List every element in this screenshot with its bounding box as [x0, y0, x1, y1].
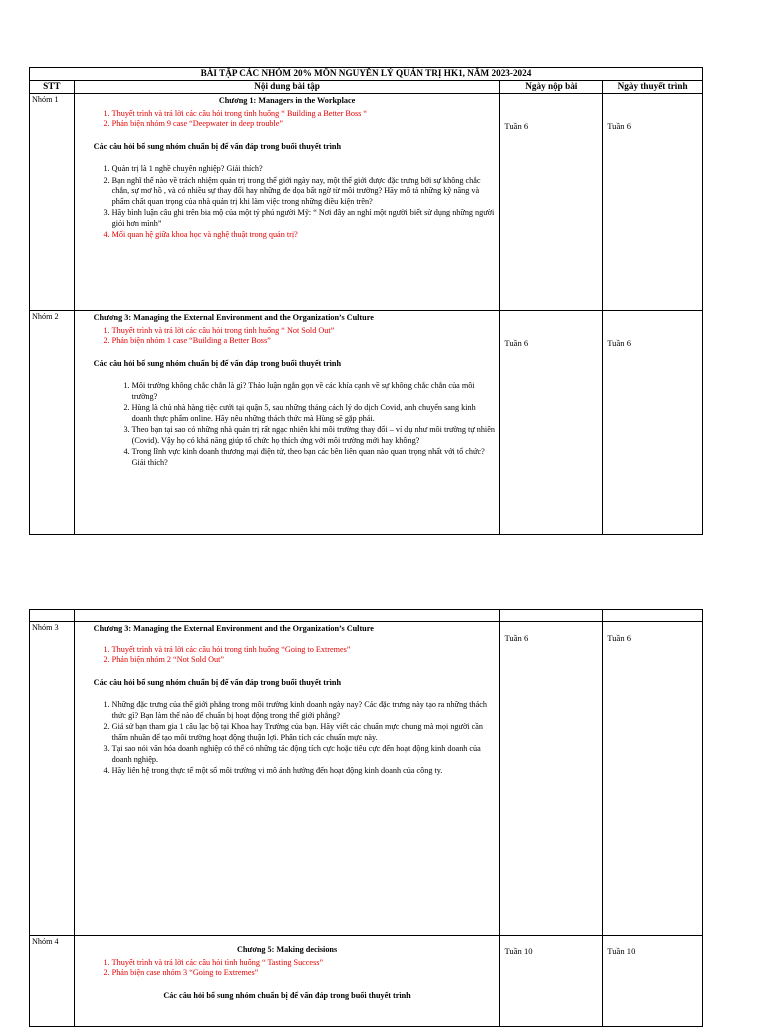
table-title: BÀI TẬP CÁC NHÓM 20% MÔN NGUYÊN LÝ QUẢN TRỊ HK1, NĂM 2023-2024 — [30, 68, 703, 81]
task-item: 1. Thuyết trình và trả lời các câu hỏi trong tình huống “Going to Extremes” — [112, 645, 497, 656]
task-item: 2. Phản biện nhóm 9 case “Deepwater in deep trouble” — [112, 119, 497, 130]
present-week: Tuần 10 — [603, 936, 703, 1027]
table-row-group-4 — [30, 936, 703, 1027]
present-week: Tuần 6 — [603, 311, 703, 535]
question-item: 2. Giả sử bạn tham gia 1 câu lạc bộ tại Khoa hay Trường của bạn. Hãy viết các chuẩn mực chung mà mọi người cần thấm nhuần để tạo môi trường hoạt động thuận lợi. Phân tích các chuẩn mực này. — [112, 722, 497, 743]
task-item: 2. Phản biện nhóm 1 case “Building a Better Boss” — [112, 336, 497, 347]
submit-week: Tuần 10 — [500, 936, 603, 1027]
group-content — [74, 936, 500, 1027]
header-stt: STT — [30, 81, 75, 94]
assignment-table-page-1 — [29, 67, 703, 535]
table-row-group-1 — [30, 94, 703, 311]
task-item: 1. Thuyết trình và trả lời các câu hỏi tình huống “ Tasting Success” — [112, 958, 497, 969]
table-title-row — [30, 68, 703, 81]
group-content — [74, 94, 500, 311]
group-content — [74, 311, 500, 535]
question-item: 2. Bạn nghĩ thế nào về trách nhiệm quản trị trong thế giới ngày nay, một thế giới được đặc trưng bởi sự không chắc chắn, sự mơ hồ , và có nhiều sự thay đổi hay những đe dọa bất ngờ từ môi trường? Hãy mô tả những kỹ năng và phẩm chất quan trọng của nhà quản trị khi làm việc trong những điều kiện trên? — [112, 176, 497, 208]
table-row-group-3 — [30, 622, 703, 936]
header-content: Nội dung bài tập — [74, 81, 500, 94]
questions-heading: Các câu hỏi bổ sung nhóm chuẩn bị để vấn đáp trong buổi thuyết trình — [93, 141, 342, 151]
task-item: 1. Thuyết trình và trả lời các câu hỏi trong tình huống “ Building a Better Boss “ — [112, 109, 497, 120]
question-list — [78, 381, 497, 468]
task-list — [78, 645, 497, 666]
question-item: 4. Hãy liên hệ trong thực tế một số môi trường vi mô ảnh hưởng đến hoạt động kinh doanh của công ty. — [112, 766, 497, 777]
questions-heading: Các câu hỏi bổ sung nhóm chuẩn bị để vấn đáp trong buổi thuyết trình — [93, 358, 342, 368]
chapter-title: Chương 1: Managers in the Workplace — [218, 96, 356, 105]
task-list — [78, 958, 497, 979]
submit-week: Tuần 6 — [500, 94, 603, 311]
questions-heading: Các câu hỏi bổ sung nhóm chuẩn bị để vấn đáp trong buổi thuyết trình — [93, 677, 342, 687]
question-item: 3. Tại sao nói văn hóa doanh nghiệp có thể có những tác động tích cực hoặc tiêu cực đến hoạt động kinh doanh của doanh nghiệp. — [112, 744, 497, 765]
question-item: 1. Môi trường không chắc chắn là gì? Thảo luận ngắn gọn về các khía cạnh về sự không chắc chắn của môi trường? — [132, 381, 497, 402]
table-row-group-2 — [30, 311, 703, 535]
present-week: Tuần 6 — [603, 622, 703, 936]
question-item: 2. Hùng là chủ nhà hàng tiệc cưới tại quận 5, sau những tháng cách lý do dịch Covid, anh chuyển sang kinh doanh thực phẩm online. Hãy nêu những thách thức mà Hùng sẽ gặp phải. — [132, 403, 497, 424]
group-name: Nhóm 4 — [30, 936, 75, 1027]
question-list — [78, 164, 497, 241]
task-item: 2. Phản biện nhóm 2 “Not Sold Out” — [112, 655, 497, 666]
group-name: Nhóm 2 — [30, 311, 75, 535]
header-present-date: Ngày thuyết trình — [603, 81, 703, 94]
header-submit-date: Ngày nộp bài — [500, 81, 603, 94]
task-list — [78, 109, 497, 130]
task-item: 1. Thuyết trình và trả lời các câu hỏi trong tình huống “ Not Sold Out” — [112, 326, 497, 337]
group-content — [74, 622, 500, 936]
question-item: 1. Những đặc trưng của thế giới phẳng trong môi trường kinh doanh ngày nay? Các đặc trưng này tạo ra những thách thức gì? Bạn làm thế nào để chuẩn bị hoạt động trong thế giới phẳng? — [112, 700, 497, 721]
question-item: 4. Mối quan hệ giữa khoa học và nghệ thuật trong quản trị? — [112, 230, 497, 241]
question-item: 3. Theo bạn tại sao có những nhà quản trị rất ngạc nhiên khi môi trường thay đổi – ví dụ như môi trường tự nhiên (Covid). Vậy họ có khả năng giúp tổ chức họ thích ứng với môi trường mới hay không? — [132, 425, 497, 446]
present-week: Tuần 6 — [603, 94, 703, 311]
empty-header-row — [30, 610, 703, 622]
task-item: 2. Phản biện case nhóm 3 “Going to Extremes” — [112, 968, 497, 979]
question-list — [78, 700, 497, 777]
task-list — [78, 326, 497, 347]
chapter-title: Chương 3: Managing the External Environment and the Organization’s Culture — [93, 624, 374, 633]
submit-week: Tuần 6 — [500, 311, 603, 535]
submit-week: Tuần 6 — [500, 622, 603, 936]
question-item: 3. Hãy bình luận câu ghi trên bia mộ của một tỷ phú người Mỹ: “ Nơi đây an nghỉ một người biết sử dụng những người giỏi hơn mình” — [112, 208, 497, 229]
group-name: Nhóm 1 — [30, 94, 75, 311]
assignment-table-page-2 — [29, 609, 703, 1027]
chapter-title: Chương 3: Managing the External Environment and the Organization’s Culture — [93, 313, 374, 322]
group-name: Nhóm 3 — [30, 622, 75, 936]
header-row — [30, 81, 703, 94]
questions-heading: Các câu hỏi bổ sung nhóm chuẩn bị để vấn đáp trong buổi thuyết trình — [163, 990, 411, 1000]
chapter-title: Chương 5: Making decisions — [236, 945, 338, 954]
question-item: 4. Trong lĩnh vực kinh doanh thương mại điện tử, theo bạn các bên liên quan nào quan trọng nhất với tổ chức? Giải thích? — [132, 447, 497, 468]
question-item: 1. Quản trị là 1 nghề chuyên nghiệp? Giải thích? — [112, 164, 497, 175]
